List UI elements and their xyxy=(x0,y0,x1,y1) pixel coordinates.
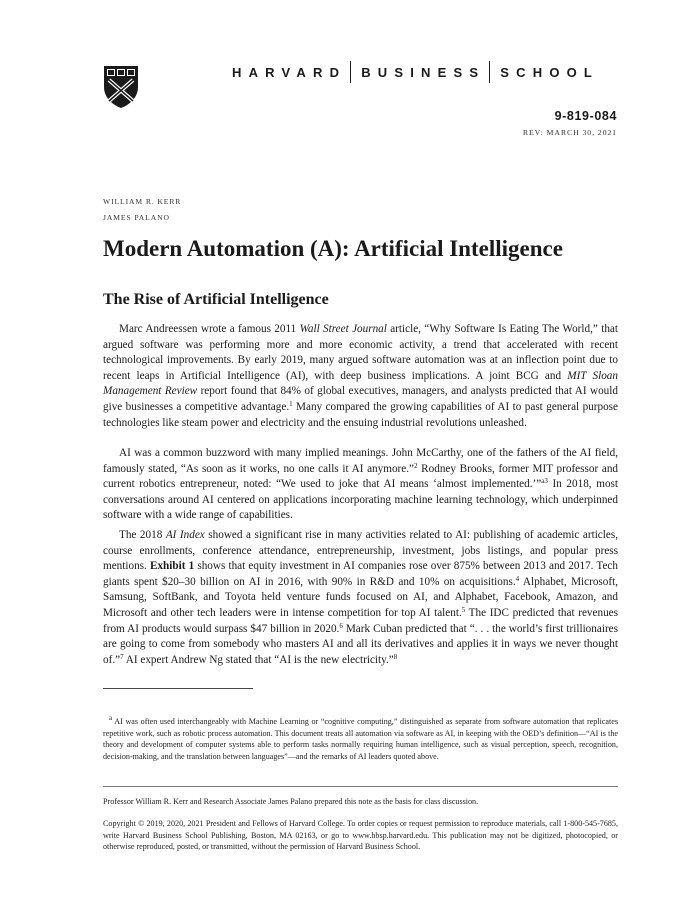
section-heading: The Rise of Artificial Intelligence xyxy=(103,291,329,308)
publication-name: Wall Street Journal xyxy=(299,323,387,335)
endnote-ref: 1 xyxy=(289,399,293,408)
text-run: showed a significant rise in many activities related to AI: publishing of academic articles, course enrollments, conference attendance, entrepreneurship, investment, jobs listings, and popular press mentions. xyxy=(103,529,618,573)
paragraph-3 xyxy=(103,528,618,668)
publication-name: MIT Sloan Management Review xyxy=(103,369,618,398)
text-run: Alphabet, Microsoft, Samsung, SoftBank, and Toyota held venture funds focused on AI, and Alphabet, Facebook, Amazon, and Microsoft and other tech leaders were in intense competition for top AI talent. xyxy=(103,575,619,619)
text-run: article, “Why Software Is Eating The World,” that argued software was performing more and more economic activity, a trend that accelerated with recent technological improvements. By early 2019, many argued software automation was at an inflection point due to recent leaps in Artificial Intelligence (AI), with deep business implications. A joint BCG and xyxy=(103,323,618,382)
divider xyxy=(103,786,618,787)
text-run: In 2018, most conversations around AI centered on applications incorporating machine learning technology, which underpinned software with a wide range of capabilities. xyxy=(103,478,618,522)
copyright-notice: Copyright © 2019, 2020, 2021 President and Fellows of Harvard College. To order copies or request permission to reproduce materials, call 1-800-545-7685, write Harvard Business School Publishing, Boston, MA 02163, or go to www.hbsp.harvard.edu. This publication may not be digitized, photocopied, or otherwise reproduced, posted, or transmitted, without the permission of Harvard Business School. xyxy=(103,819,618,852)
text-run: AI was a common buzzword with many implied meanings. John McCarthy, one of the fathers of the AI field, famously stated, “As soon as it works, no one calls it AI anymore.” xyxy=(103,447,618,475)
school-masthead xyxy=(232,62,622,82)
preparer-note: Professor William R. Kerr and Research Associate James Palano prepared this note as the basis for class discussion. xyxy=(103,797,479,806)
paragraph-2 xyxy=(103,446,618,524)
text-run: The IDC predicted that revenues from AI products would surpass $47 billion in 2020. xyxy=(103,606,618,635)
endnote-ref: 8 xyxy=(393,652,398,661)
endnote-ref: a3 xyxy=(541,477,548,486)
text-run: Mark Cuban predicted that “. . . the world’s first trillionaires are going to come from somebody who masters AI and all its derivatives and applies it in ways we never thought of.” xyxy=(103,622,618,666)
text-run: Marc Andreessen wrote a famous 2011 xyxy=(119,323,300,335)
footnote xyxy=(103,716,618,762)
masthead-divider xyxy=(350,61,351,83)
endnote-ref: 5 xyxy=(461,605,466,614)
document-number: 9-819-084 xyxy=(554,109,617,123)
exhibit-reference: Exhibit 1 xyxy=(149,560,195,573)
publication-name: AI Index xyxy=(165,529,205,541)
endnote-ref: 6 xyxy=(339,621,343,630)
author-kerr: WILLIAM R. KERR xyxy=(103,197,182,206)
text-run: Many compared the growing capabilities of AI to past general purpose technologies like steam power and electricity and the ensuing industrial revolutions unleashed. xyxy=(103,400,618,429)
masthead-divider xyxy=(489,61,490,83)
harvard-veritas-shield-icon xyxy=(103,65,139,109)
text-run: report found that 84% of global executives, managers, and analysts predicted that AI would give businesses a competitive advantage. xyxy=(103,385,618,413)
endnote-ref: 2 xyxy=(414,461,418,470)
text-run: Rodney Brooks, former MIT professor and current robotics entrepreneur, noted: “We used to joke that AI means ‘almost implemented.’” xyxy=(103,462,619,491)
text-run: The 2018 xyxy=(119,529,166,541)
text-run: shows that equity investment in AI companies rose over 875% between 2013 and 2017. Tech giants spent $20–30 billion on AI in 2016, with 90% in R&D and 10% on acquisitions. xyxy=(103,560,618,588)
endnote-ref: 4 xyxy=(515,574,520,583)
paragraph-1 xyxy=(103,322,618,431)
footnote-text: AI was often used interchangeably with Machine Learning or “cognitive computing,” distinguished as separate from software automation that replicates repetitive work, such as robotic process automation. This document treats all automation via software as AI, in keeping with the OED’s definition—“AI is the theory and development of computer systems able to perform tasks normally requiring human intelligence, such as visual perception, speech, recognition, decision-making, and the translation between languages”—and the remarks of AI leaders quoted above. xyxy=(103,717,618,761)
endnote-ref: 7 xyxy=(120,652,124,661)
footnote-rule xyxy=(103,688,253,689)
masthead-harvard: HARVARD xyxy=(232,64,347,80)
revision-date: REV: MARCH 30, 2021 xyxy=(522,128,617,137)
masthead-school: SCHOOL xyxy=(500,64,600,80)
text-run: AI expert Andrew Ng stated that “AI is the new electricity.” xyxy=(123,653,394,666)
masthead-business: BUSINESS xyxy=(361,64,486,80)
author-palano: JAMES PALANO xyxy=(103,213,170,222)
footnote-marker: a xyxy=(109,714,113,722)
page-title: Modern Automation (A): Artificial Intelligence xyxy=(103,236,563,261)
